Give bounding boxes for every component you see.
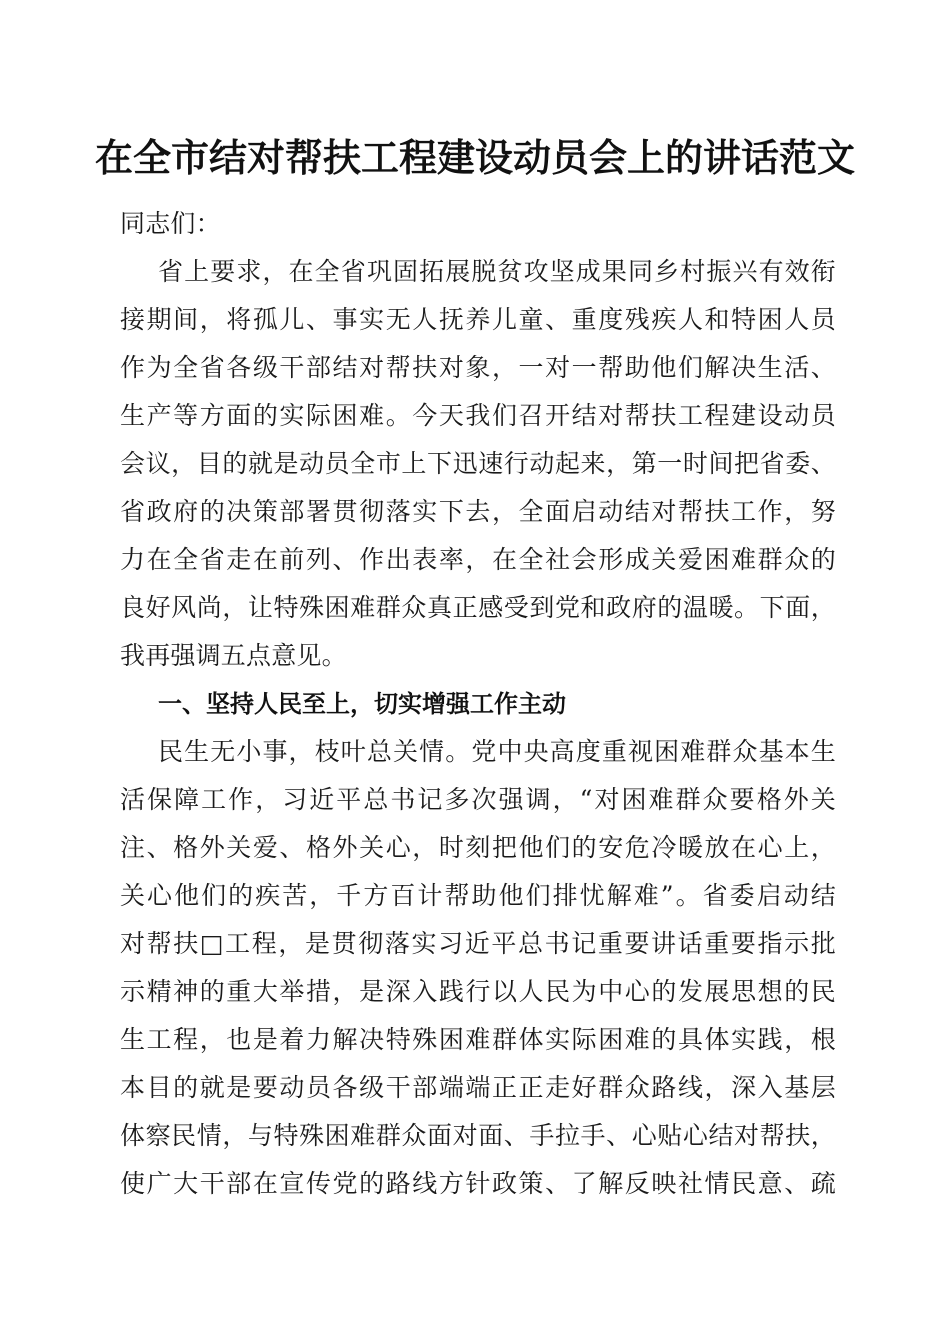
paragraph-line: 接期间，将孤儿、事实无人抚养儿童、重度残疾人和特困人员	[120, 305, 836, 334]
paragraph-line: 生产等方面的实际困难。今天我们召开结对帮扶工程建设动员	[120, 401, 836, 430]
paragraph-line: 注、格外关爱、格外关心，时刻把他们的安危冷暖放在心上，	[120, 833, 836, 862]
paragraph-line: 我再强调五点意见。	[120, 641, 347, 670]
paragraph-line: 本目的就是要动员各级干部端端正正走好群众路线，深入基层	[120, 1073, 836, 1102]
paragraph-line: 对帮扶□工程，是贯彻落实习近平总书记重要讲话重要指示批	[120, 929, 836, 958]
paragraph-line: 使广大干部在宣传党的路线方针政策、了解反映社情民意、疏	[120, 1169, 836, 1198]
paragraph-line: 良好风尚，让特殊困难群众真正感受到党和政府的温暖。下面，	[120, 593, 836, 622]
document-title: 在全市结对帮扶工程建设动员会上的讲话范文	[94, 135, 855, 180]
paragraph-line: 民生无小事，枝叶总关情。党中央高度重视困难群众基本生	[158, 737, 836, 766]
paragraph-1	[120, 248, 836, 680]
section-heading-1: 一、坚持人民至上，切实增强工作主动	[158, 690, 566, 718]
salutation: 同志们：	[120, 209, 221, 238]
paragraph-line: 生工程，也是着力解决特殊困难群体实际困难的具体实践，根	[120, 1025, 836, 1054]
paragraph-line: 体察民情，与特殊困难群众面对面、手拉手、心贴心结对帮扶，	[120, 1121, 836, 1150]
paragraph-line: 会议，目的就是动员全市上下迅速行动起来，第一时间把省委、	[120, 449, 836, 478]
paragraph-line: 省政府的决策部署贯彻落实下去，全面启动结对帮扶工作，努	[120, 497, 836, 526]
paragraph-2	[120, 728, 836, 1208]
paragraph-line: 作为全省各级干部结对帮扶对象，一对一帮助他们解决生活、	[120, 353, 836, 382]
paragraph-line: 力在全省走在前列、作出表率，在全社会形成关爱困难群众的	[120, 545, 836, 574]
paragraph-line: 关心他们的疾苦，千方百计帮助他们排忧解难”。省委启动结	[120, 881, 836, 910]
paragraph-line: 活保障工作，习近平总书记多次强调，“对困难群众要格外关	[120, 785, 836, 814]
paragraph-line: 省上要求，在全省巩固拓展脱贫攻坚成果同乡村振兴有效衔	[158, 257, 836, 286]
paragraph-line: 示精神的重大举措，是深入践行以人民为中心的发展思想的民	[120, 977, 836, 1006]
document-body	[120, 200, 836, 1208]
